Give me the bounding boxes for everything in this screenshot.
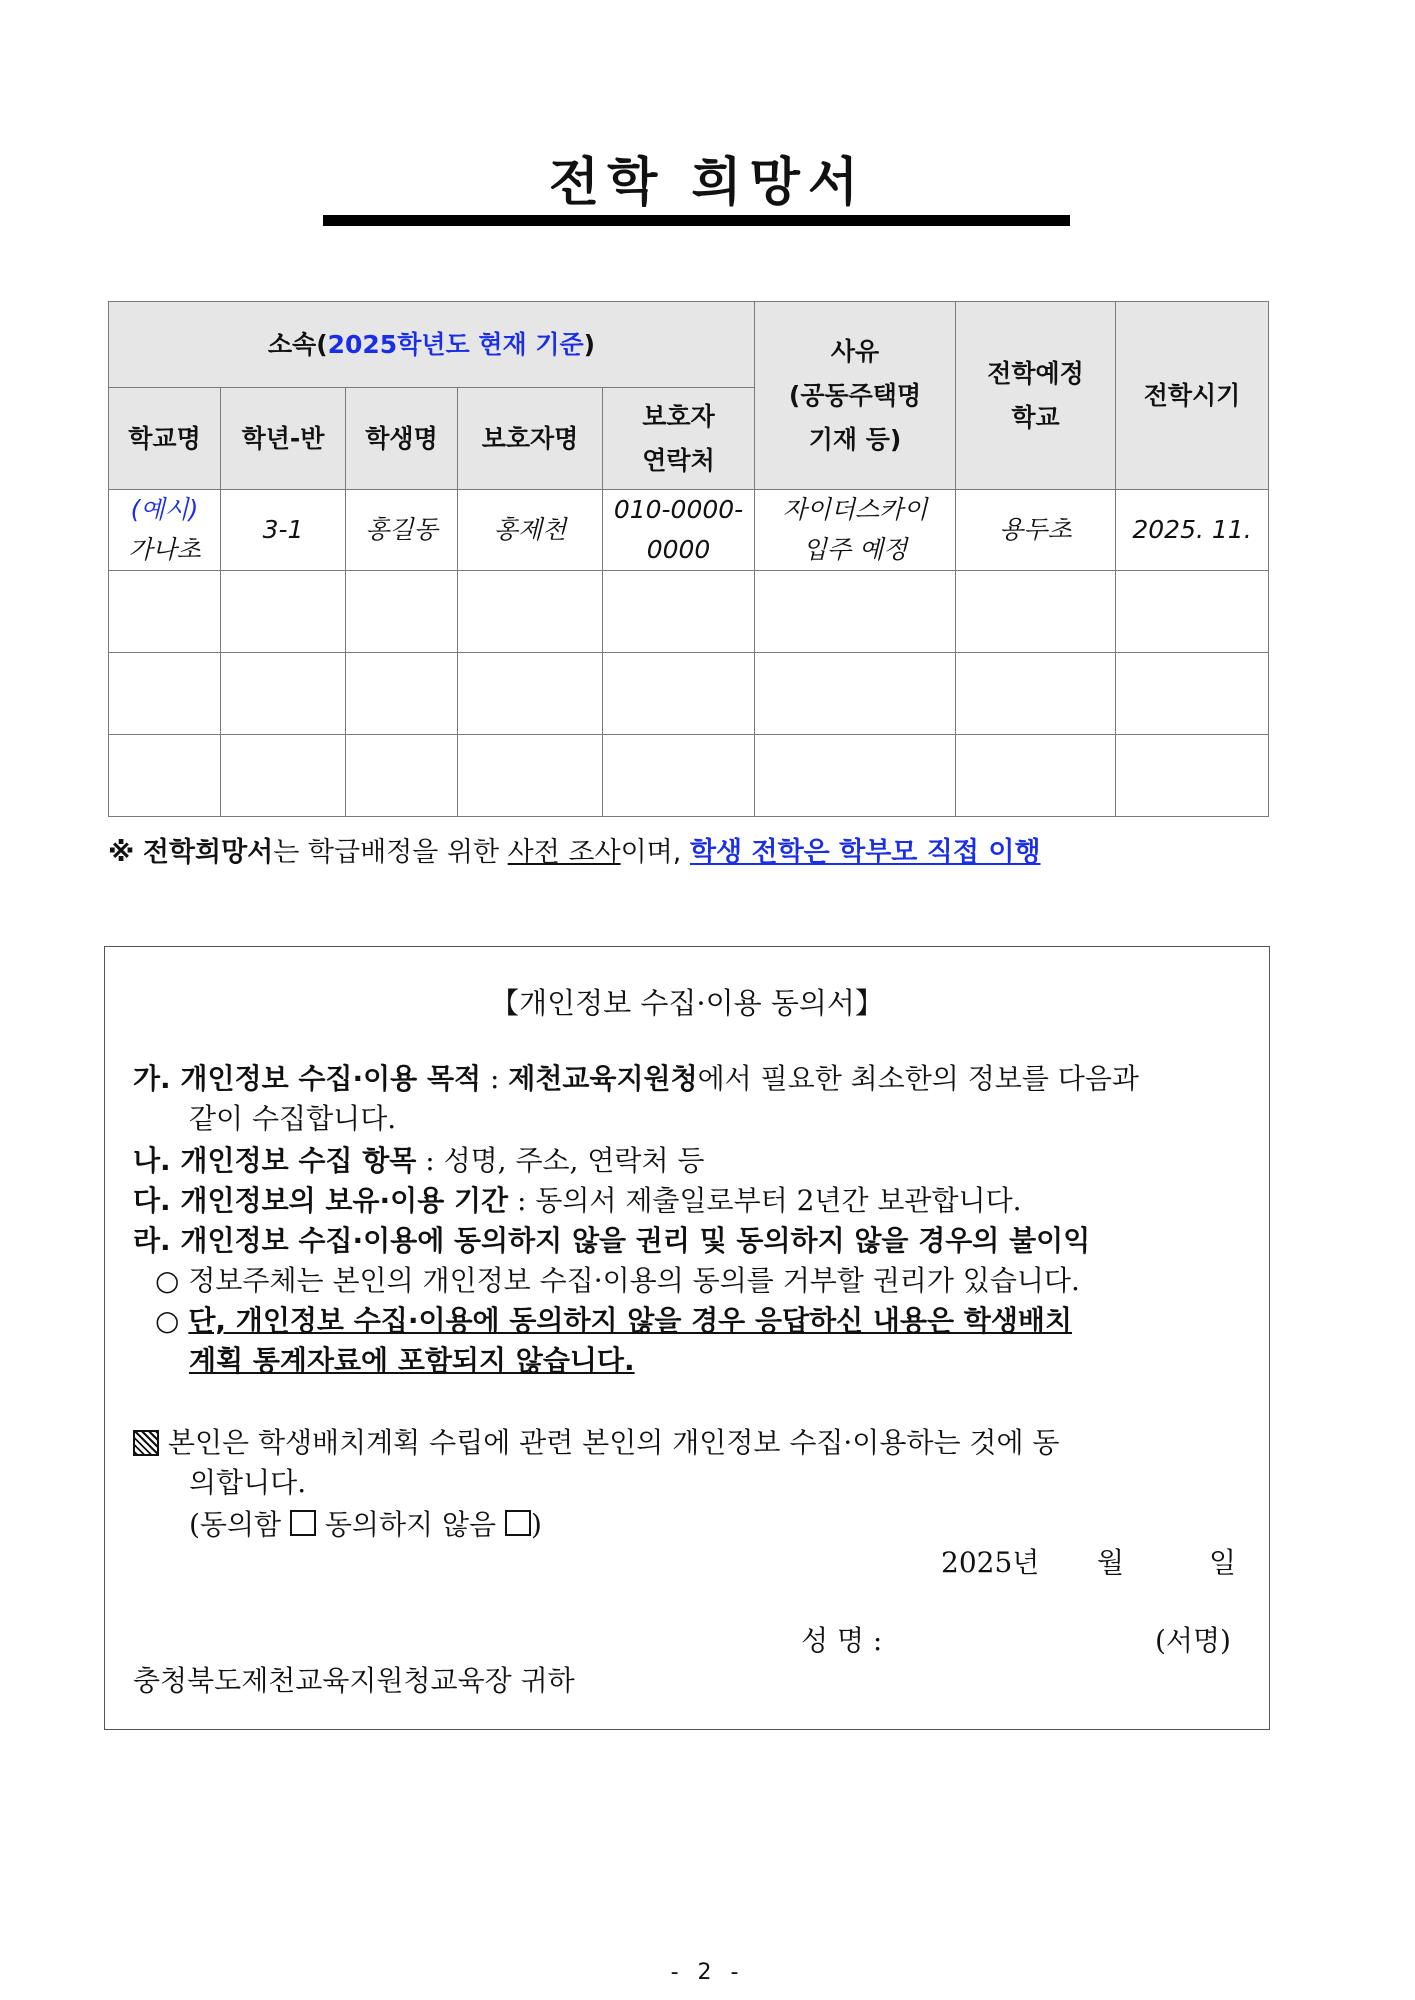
page-number: - 2 - xyxy=(670,1960,745,1985)
student-input-cell[interactable] xyxy=(346,653,458,735)
consent-bullet-refuse: ○ 정보주체는 본인의 개인정보 수집·이용의 동의를 거부할 권리가 있습니다. xyxy=(155,1264,1080,1297)
page-title: 전학 희망서 xyxy=(548,153,867,213)
example-time-cell: 2025. 11. xyxy=(1116,490,1269,571)
consent-bullet-exclusion-cont: 계획 통계자료에 포함되지 않습니다. xyxy=(189,1344,635,1377)
consent-item-period: 다. 개인정보의 보유·이용 기간 : 동의서 제출일로부터 2년간 보관합니다. xyxy=(133,1184,1022,1217)
guardian-contact-header: 보호자 연락처 xyxy=(603,388,755,490)
table-row xyxy=(109,653,1269,735)
hatched-square-icon xyxy=(133,1430,159,1456)
time-input-cell[interactable] xyxy=(1116,735,1269,817)
target-input-cell[interactable] xyxy=(956,571,1116,653)
example-target-cell: 용두초 xyxy=(956,490,1116,571)
signature-field[interactable]: (서명) xyxy=(1155,1624,1231,1657)
example-school-cell: (예시) 가나초 xyxy=(109,490,221,571)
contact-input-cell[interactable] xyxy=(603,571,755,653)
example-guardian-cell: 홍제천 xyxy=(458,490,603,571)
consent-bullet-exclusion: ○ 단, 개인정보 수집·이용에 동의하지 않을 경우 응답하신 내용은 학생배치 xyxy=(155,1304,1072,1337)
contact-input-cell[interactable] xyxy=(603,653,755,735)
consent-item-fields: 나. 개인정보 수집 항목 : 성명, 주소, 연락처 등 xyxy=(133,1144,705,1177)
contact-input-cell[interactable] xyxy=(603,735,755,817)
reason-input-cell[interactable] xyxy=(755,735,956,817)
school-input-cell[interactable] xyxy=(109,653,221,735)
parent-action-emphasis: 학생 전학은 학부모 직접 이행 xyxy=(689,837,1041,868)
signer-name-label: 성 명 : xyxy=(801,1624,883,1657)
table-row xyxy=(109,571,1269,653)
target-input-cell[interactable] xyxy=(956,735,1116,817)
privacy-consent-form xyxy=(104,946,1270,1730)
transfer-time-header: 전학시기 xyxy=(1116,302,1269,490)
consent-agreement: 본인은 학생배치계획 수립에 관련 본인의 개인정보 수집·이용하는 것에 동 xyxy=(133,1421,1059,1461)
guardian-input-cell[interactable] xyxy=(458,735,603,817)
guardian-input-cell[interactable] xyxy=(458,653,603,735)
date-day: 일 xyxy=(1209,1546,1237,1579)
date-month: 월 xyxy=(1097,1546,1125,1579)
consent-agreement-cont: 의합니다. xyxy=(189,1466,307,1499)
consent-options: (동의함 동의하지 않음 ) xyxy=(189,1508,542,1541)
reason-input-cell[interactable] xyxy=(755,571,956,653)
example-contact-cell: 010-0000- 0000 xyxy=(603,490,755,571)
target-input-cell[interactable] xyxy=(956,653,1116,735)
school-input-cell[interactable] xyxy=(109,571,221,653)
example-student-cell: 홍길동 xyxy=(346,490,458,571)
grade-class-input-cell[interactable] xyxy=(221,735,346,817)
consent-item-purpose: 가. 개인정보 수집·이용 목적 : 제천교육지원청에서 필요한 최소한의 정보를 다음과 xyxy=(133,1062,1139,1095)
table-row-example xyxy=(109,490,1269,571)
student-name-header: 학생명 xyxy=(346,388,458,490)
guardian-name-header: 보호자명 xyxy=(458,388,603,490)
title-underline xyxy=(323,215,1070,226)
guardian-input-cell[interactable] xyxy=(458,571,603,653)
time-input-cell[interactable] xyxy=(1116,571,1269,653)
survey-note: ※ 전학희망서는 학급배정을 위한 사전 조사이며, 학생 전학은 학부모 직접 이행 xyxy=(108,837,1041,868)
consent-title: 【개인정보 수집·이용 동의서】 xyxy=(490,986,884,1020)
consent-item-purpose-cont: 같이 수집합니다. xyxy=(189,1102,397,1135)
example-reason-cell: 자이더스카이 입주 예정 xyxy=(755,490,956,571)
consent-item-rights: 라. 개인정보 수집·이용에 동의하지 않을 권리 및 동의하지 않을 경우의 불이익 xyxy=(133,1224,1091,1257)
grade-class-header: 학년-반 xyxy=(221,388,346,490)
affiliation-header: 소속(2025학년도 현재 기준) xyxy=(109,302,755,388)
example-grade-class-cell: 3-1 xyxy=(221,490,346,571)
grade-class-input-cell[interactable] xyxy=(221,571,346,653)
agree-checkbox[interactable] xyxy=(290,1510,316,1536)
student-input-cell[interactable] xyxy=(346,571,458,653)
transfer-table xyxy=(108,301,1269,817)
table-row xyxy=(109,735,1269,817)
reason-header: 사유 (공동주택명 기재 등) xyxy=(755,302,956,490)
time-input-cell[interactable] xyxy=(1116,653,1269,735)
reason-input-cell[interactable] xyxy=(755,653,956,735)
school-input-cell[interactable] xyxy=(109,735,221,817)
recipient: 충청북도제천교육지원청교육장 귀하 xyxy=(133,1664,575,1697)
student-input-cell[interactable] xyxy=(346,735,458,817)
school-name-header: 학교명 xyxy=(109,388,221,490)
date-year: 2025년 xyxy=(941,1546,1040,1579)
target-school-header: 전학예정 학교 xyxy=(956,302,1116,490)
grade-class-input-cell[interactable] xyxy=(221,653,346,735)
disagree-checkbox[interactable] xyxy=(505,1510,531,1536)
